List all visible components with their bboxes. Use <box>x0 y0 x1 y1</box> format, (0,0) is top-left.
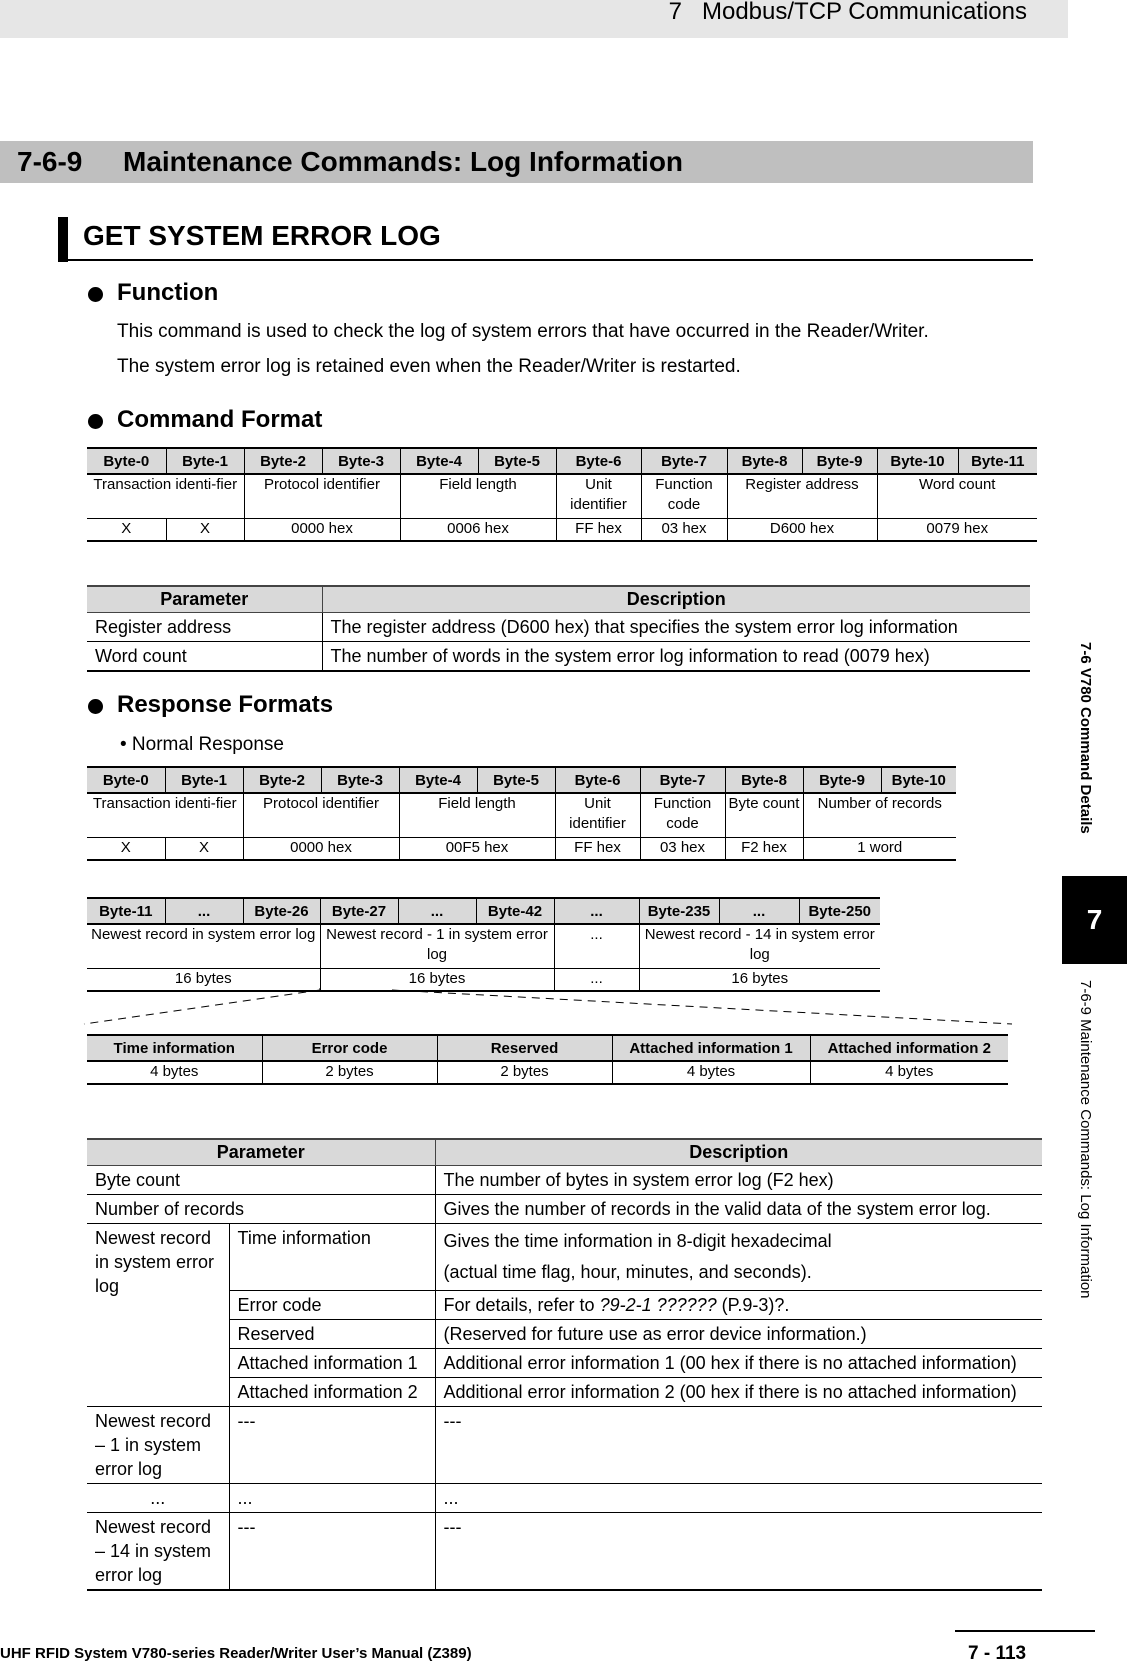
table-header-row <box>87 1139 1042 1166</box>
table-header: Attached information 2 <box>810 1035 1008 1061</box>
table-cell: Attached information 1 <box>229 1349 435 1378</box>
table-row <box>87 1166 1042 1195</box>
table-cell: 4 bytes <box>810 1061 1008 1084</box>
bullet-icon <box>88 699 103 714</box>
table-cell: Gives the number of records in the valid data of the system error log. <box>435 1195 1042 1224</box>
table-cell: 16 bytes <box>320 968 554 991</box>
command-title: GET SYSTEM ERROR LOG <box>83 220 441 251</box>
table-header: Byte-8 <box>725 767 803 793</box>
table-header-row <box>87 448 1037 474</box>
table-cell: Protocol identifier <box>244 474 400 518</box>
command-title-bar <box>58 217 68 262</box>
table-cell: Byte count <box>87 1166 435 1195</box>
table-header: Description <box>435 1139 1042 1166</box>
cross-reference-link[interactable]: ?9-2-1 ?????? <box>599 1295 717 1315</box>
table-header: Byte-3 <box>322 448 400 474</box>
table-cell <box>435 1291 1042 1320</box>
table-row <box>87 518 1037 541</box>
table-cell: Time information <box>229 1224 435 1291</box>
page-number: 7 - 113 <box>968 1643 1027 1664</box>
table-cell: Unit identifier <box>555 793 640 837</box>
table-header: Time information <box>87 1035 262 1061</box>
table-cell: F2 hex <box>725 837 803 860</box>
function-line-1: This command is used to check the log of system errors that have occurred in the Reader/Writer. <box>117 321 929 342</box>
table-header: Byte-5 <box>478 448 556 474</box>
table-cell: 16 bytes <box>87 968 320 991</box>
table-cell: (Reserved for future use as error device information.) <box>435 1320 1042 1349</box>
table-header: Byte-11 <box>87 898 165 924</box>
table-row <box>87 924 880 968</box>
table-cell: Word count <box>877 474 1037 518</box>
table-header: Byte-0 <box>87 448 166 474</box>
chapter-tab[interactable]: 7 <box>1062 876 1127 964</box>
table-header: Byte-3 <box>321 767 399 793</box>
table-row <box>87 1061 1008 1084</box>
table-header: Byte-6 <box>556 448 641 474</box>
table-row <box>87 1195 1042 1224</box>
table-cell: Register address <box>727 474 877 518</box>
section-number: 7-6-9 <box>17 146 83 177</box>
table-cell: FF hex <box>556 518 641 541</box>
table-header: Byte-235 <box>639 898 719 924</box>
table-header-row <box>87 898 880 924</box>
table-header-row <box>87 586 1030 613</box>
time-desc-line-1: Gives the time information in 8-digit hexadecimal <box>443 1231 832 1251</box>
table-header: Byte-27 <box>320 898 398 924</box>
table-header: Byte-10 <box>877 448 958 474</box>
table-cell: ... <box>554 924 639 968</box>
footer-manual-title: UHF RFID System V780-series Reader/Writer User’s Manual (Z389) <box>0 1645 472 1662</box>
table-cell: The number of words in the system error log information to read (0079 hex) <box>322 642 1030 672</box>
table-cell: Word count <box>87 642 322 672</box>
bullet-icon <box>88 414 103 429</box>
table-header: Byte-2 <box>244 448 322 474</box>
table-cell: 0000 hex <box>243 837 399 860</box>
table-cell: 4 bytes <box>612 1061 810 1084</box>
table-cell: ... <box>435 1484 1042 1513</box>
table-cell: 00F5 hex <box>399 837 555 860</box>
table-row <box>87 613 1030 642</box>
table-cell: X <box>87 837 165 860</box>
table-header: Byte-4 <box>400 448 478 474</box>
table-cell: Field length <box>400 474 556 518</box>
table-cell: 03 hex <box>641 518 727 541</box>
table-cell: Transaction identi-fier <box>87 474 244 518</box>
table-cell: Newest record - 14 in system error log <box>639 924 880 968</box>
function-line-2: The system error log is retained even when the Reader/Writer is restarted. <box>117 356 741 377</box>
table-cell: Error code <box>229 1291 435 1320</box>
table-header: Byte-10 <box>881 767 956 793</box>
table-cell: ... <box>87 1484 229 1513</box>
table-cell: 4 bytes <box>87 1061 262 1084</box>
table-header: Byte-42 <box>476 898 554 924</box>
table-header: Byte-1 <box>165 767 243 793</box>
side-tab-lower <box>1077 980 1095 1299</box>
table-cell: Byte count <box>725 793 803 837</box>
table-cell: Unit identifier <box>556 474 641 518</box>
response-table-1 <box>87 766 956 861</box>
table-header: ... <box>719 898 799 924</box>
table-row <box>87 1320 1042 1349</box>
table-cell: 0000 hex <box>244 518 400 541</box>
table-cell: X <box>87 518 166 541</box>
command-params-table <box>87 585 1030 672</box>
table-cell: ... <box>229 1484 435 1513</box>
table-row <box>87 1291 1042 1320</box>
table-cell: 16 bytes <box>639 968 880 991</box>
table-cell: X <box>166 518 244 541</box>
table-header: Byte-2 <box>243 767 321 793</box>
table-row <box>87 474 1037 518</box>
side-tab-upper <box>1077 642 1095 834</box>
table-cell: Number of records <box>87 1195 435 1224</box>
table-cell: Additional error information 2 (00 hex if there is no attached information) <box>435 1378 1042 1407</box>
table-header: ... <box>554 898 639 924</box>
command-title-rule <box>58 259 1033 261</box>
table-cell: Attached information 2 <box>229 1378 435 1407</box>
table-header: Byte-1 <box>166 448 244 474</box>
table-header: ... <box>165 898 243 924</box>
response-heading: Response Formats <box>117 691 334 718</box>
table-cell: Reserved <box>229 1320 435 1349</box>
table-header: Byte-5 <box>477 767 555 793</box>
table-cell: The register address (D600 hex) that specifies the system error log information <box>322 613 1030 642</box>
table-header-row <box>87 767 956 793</box>
expansion-dashed-lines <box>80 988 1015 1028</box>
function-heading: Function <box>117 279 219 306</box>
table-header: Byte-11 <box>958 448 1037 474</box>
side-tab-lower-text: 7-6-9 Maintenance Commands: Log Information <box>1077 980 1094 1299</box>
table-row <box>87 1407 1042 1484</box>
table-cell: 2 bytes <box>262 1061 437 1084</box>
table-cell: ... <box>554 968 639 991</box>
table-header: Reserved <box>437 1035 612 1061</box>
table-cell: 0079 hex <box>877 518 1037 541</box>
table-row <box>87 642 1030 672</box>
table-cell: The number of bytes in system error log (F2 hex) <box>435 1166 1042 1195</box>
table-row <box>87 837 956 860</box>
table-cell: 2 bytes <box>437 1061 612 1084</box>
response-params-table <box>87 1138 1042 1591</box>
normal-response-label: • Normal Response <box>120 734 284 755</box>
error-code-desc: For details, refer to <box>443 1295 600 1315</box>
table-cell: Newest record in system error log <box>87 924 320 968</box>
table-cell: Additional error information 1 (00 hex if there is no attached information) <box>435 1349 1042 1378</box>
table-row <box>87 1224 1042 1291</box>
table-cell: 0006 hex <box>400 518 556 541</box>
table-header: Parameter <box>87 586 322 613</box>
command-format-table <box>87 447 1037 542</box>
table-header: Error code <box>262 1035 437 1061</box>
response-table-2 <box>87 897 880 992</box>
command-format-heading: Command Format <box>117 406 323 433</box>
table-cell: --- <box>435 1513 1042 1591</box>
table-row <box>87 1484 1042 1513</box>
table-header: Byte-0 <box>87 767 165 793</box>
time-desc-line-2: (actual time flag, hour, minutes, and seconds). <box>443 1262 812 1282</box>
table-cell: Protocol identifier <box>243 793 399 837</box>
table-header: Parameter <box>87 1139 435 1166</box>
table-header: Byte-8 <box>727 448 802 474</box>
table-cell: Newest record – 14 in system error log <box>87 1513 229 1591</box>
table-header: Description <box>322 586 1030 613</box>
response-table-3 <box>87 1034 1008 1085</box>
table-header: Byte-26 <box>243 898 320 924</box>
table-header: Byte-9 <box>802 448 877 474</box>
table-cell: X <box>165 837 243 860</box>
table-header: Byte-7 <box>641 448 727 474</box>
table-header: Byte-9 <box>803 767 881 793</box>
table-cell <box>435 1224 1042 1291</box>
table-cell: Transaction identi-fier <box>87 793 243 837</box>
table-header: ... <box>398 898 476 924</box>
table-row <box>87 1513 1042 1591</box>
error-code-page: (P.9-3)?. <box>716 1295 790 1315</box>
table-cell: Newest record in system error log <box>87 1224 229 1407</box>
table-row <box>87 793 956 837</box>
table-cell: --- <box>435 1407 1042 1484</box>
chapter-title: 7 Modbus/TCP Communications <box>668 0 1027 25</box>
table-cell: --- <box>229 1407 435 1484</box>
table-cell: 1 word <box>803 837 956 860</box>
table-cell: Function code <box>640 793 725 837</box>
footer-rule <box>955 1630 1095 1632</box>
table-cell: D600 hex <box>727 518 877 541</box>
table-row <box>87 1378 1042 1407</box>
table-header-row <box>87 1035 1008 1061</box>
table-cell: 03 hex <box>640 837 725 860</box>
table-cell: Newest record – 1 in system error log <box>87 1407 229 1484</box>
table-row <box>87 1349 1042 1378</box>
side-tab-upper-text: 7-6 V780 Command Details <box>1077 642 1094 834</box>
table-cell: Register address <box>87 613 322 642</box>
table-cell: Number of records <box>803 793 956 837</box>
table-cell: --- <box>229 1513 435 1591</box>
table-cell: FF hex <box>555 837 640 860</box>
table-header: Byte-7 <box>640 767 725 793</box>
section-title: Maintenance Commands: Log Information <box>123 146 684 177</box>
table-header: Byte-6 <box>555 767 640 793</box>
table-cell: Function code <box>641 474 727 518</box>
table-header: Byte-250 <box>799 898 880 924</box>
table-cell: Field length <box>399 793 555 837</box>
table-header: Byte-4 <box>399 767 477 793</box>
table-cell: Newest record - 1 in system error log <box>320 924 554 968</box>
bullet-icon <box>88 287 103 302</box>
table-header: Attached information 1 <box>612 1035 810 1061</box>
